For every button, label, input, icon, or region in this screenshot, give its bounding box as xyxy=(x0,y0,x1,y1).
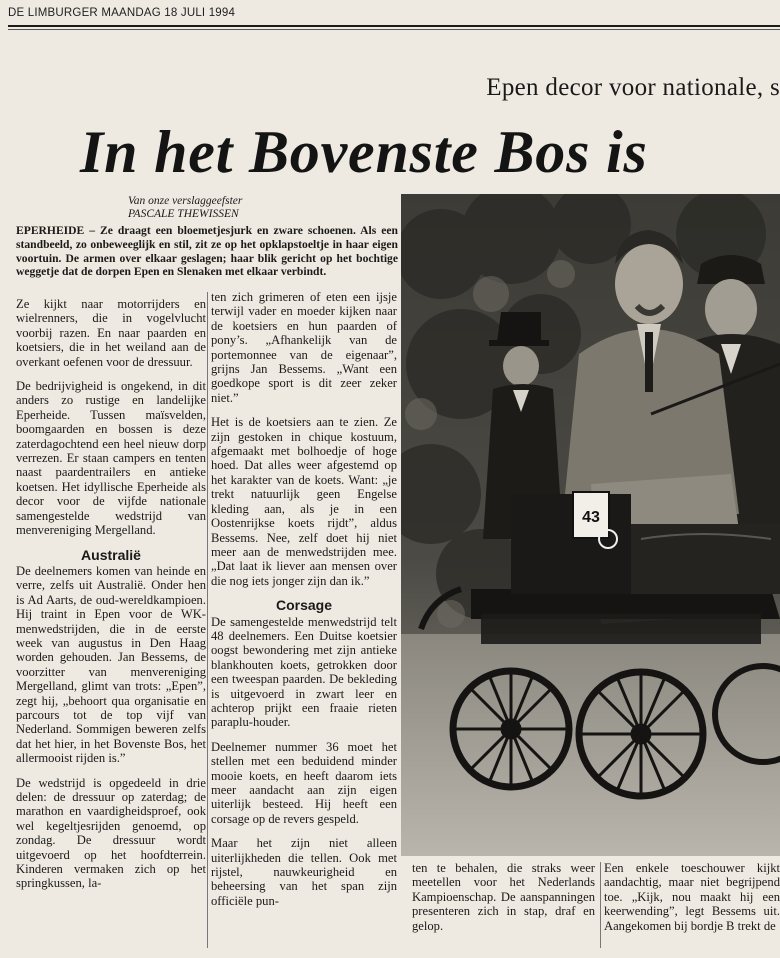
carriage-number-plate: 43 xyxy=(582,509,600,526)
article-kicker: Epen decor voor nationale, s xyxy=(486,74,780,101)
paragraph: Ze kijkt naar motorrijders en wielrenners, die in vogelvlucht voorbij razen. En naar paarden en koetsiers, die in het weiland aan de overkant oefenen voor de dressuur. xyxy=(16,297,206,369)
paragraph: De samengestelde menwedstrijd telt 48 deelnemers. Een Duitse koetsier oogst bewondering met zijn antieke blankhouten koets, getrokken door een tweespan paarden. De bekleding is uitgevoerd in zwart leer en achterop prijkt een fraaie rieten paraplu-houder. xyxy=(211,614,397,730)
paragraph: De bedrijvigheid is ongekend, in dit anders zo rustige en landelijke Eperheide. Tussen maïsvelden, boomgaarden en bossen is deze zaterdagochtend een heel nieuw dorp verrezen. Er staan campers en tenten naast paardentrailers en antieke koetsen. Het idyllische Eperheide als decor voor de vijfde nationale samengestelde wedstrijd van menvereniging Mergelland. xyxy=(16,379,206,538)
lead-dateline: EPERHEIDE – xyxy=(16,224,100,237)
column-divider xyxy=(600,862,601,948)
article-column-2 xyxy=(211,290,397,918)
lead-text: Ze draagt een bloemetjesjurk en zware schoenen. Als een standbeeld, zo onbeweeglijk en stil, zit ze op het opklapstoeltje in haar eigen voortuin. De armen over elkaar geslagen; haar blik gericht op het bochtige weggetje dat de dorpen Epen en Slenaken met elkaar verbindt. xyxy=(16,224,398,279)
masthead-rule xyxy=(8,25,780,27)
masthead-dateline: DE LIMBURGER MAANDAG 18 JULI 1994 xyxy=(8,7,236,19)
column-divider xyxy=(207,292,208,948)
carriage-photo xyxy=(401,194,780,856)
paragraph: Een enkele toeschouwer kijkt aandachtig, maar niet begrijpend toe. „Kijk, nou maakt hij een keerwending”, legt Bessems uit. Aangekomen bij bordje B trekt de xyxy=(604,861,780,933)
article-column-4 xyxy=(604,861,780,943)
paragraph: De wedstrijd is opgedeeld in drie delen: de dressuur op zaterdag; de marathon en vaardigheidsproef, ook wel kegeltjesrijden genoemd, op zondag. De dressuur wordt uitgevoerd op het hoofdterrein. Kinderen vermaken zich op het springkussen, la- xyxy=(16,775,206,891)
byline-author: PASCALE THEWISSEN xyxy=(128,208,239,220)
paragraph: Het is de koetsiers aan te zien. Ze zijn gestoken in chique kostuum, afgemaakt met bolhoedje of hoge hoed. Dat alles weer afgestemd op het karakter van de koets. Want: „je trekt natuurlijk geen Engelse kleding aan, als je in een Oostenrijkse koets rijdt”, aldus Bessems. Nee, zelf doet hij niet meer aan de menwedstrijden mee. „Dat laat ik liever aan mensen over die nog iets jonger zijn dan ik.” xyxy=(211,415,397,588)
article-headline: In het Bovenste Bos is xyxy=(80,119,648,185)
subheading-corsage: Corsage xyxy=(275,597,333,614)
article-column-1 xyxy=(16,297,206,901)
lead-paragraph xyxy=(16,224,398,279)
masthead-rule-thin xyxy=(8,29,780,30)
paragraph: Deelnemer nummer 36 moet het stellen met een beduidend minder mooie koets, en heeft daarom iets meer aandacht aan zijn eigen uiterlijk besteed. Hij heeft een corsage op de revers gespeld. xyxy=(211,739,397,826)
paragraph: ten zich grimeren of eten een ijsje terwijl vader en moeder kijken naar de koetsiers en hun paarden of pony’s. „Afhankelijk van de portemonnee van de eigenaar”, grijns Jan Bessems. „Want een goedkope sport is dit zeer zeker niet.” xyxy=(211,290,397,405)
paragraph: ten te behalen, die straks weer meetellen voor het Nederlands Kampioenschap. De aanspanningen presenteren zich in stap, draf en gelop. xyxy=(412,861,595,933)
article-column-3 xyxy=(412,861,595,943)
paragraph: De deelnemers komen van heinde en verre, zelfs uit Australië. Onder hen is Ad Aarts, de oud-wereldkampioen. Hij traint in Epen voor de WK-menwedstrijden, die in de eerste week van augustus in Den Haag worden gehouden. Jan Bessems, de voorzitter van menvereniging Mergelland, glimt van trots: „Epen”, zegt hij, „behoort qua organisatie en parcours tot de top vijf van Nederland. Sommigen beweren zelfs dat het hier, in het Bovenste Bos, het allermooist rijden is.” xyxy=(16,563,206,766)
byline xyxy=(128,195,242,221)
subheading-australie: Australië xyxy=(81,546,141,563)
byline-line-1: Van onze verslaggeefster xyxy=(128,195,243,207)
paragraph: Maar het zijn niet alleen uiterlijkheden die tellen. Ook met rijstel, nauwkeurigheid en beheersing van het span zijn officiële pun- xyxy=(211,836,397,908)
